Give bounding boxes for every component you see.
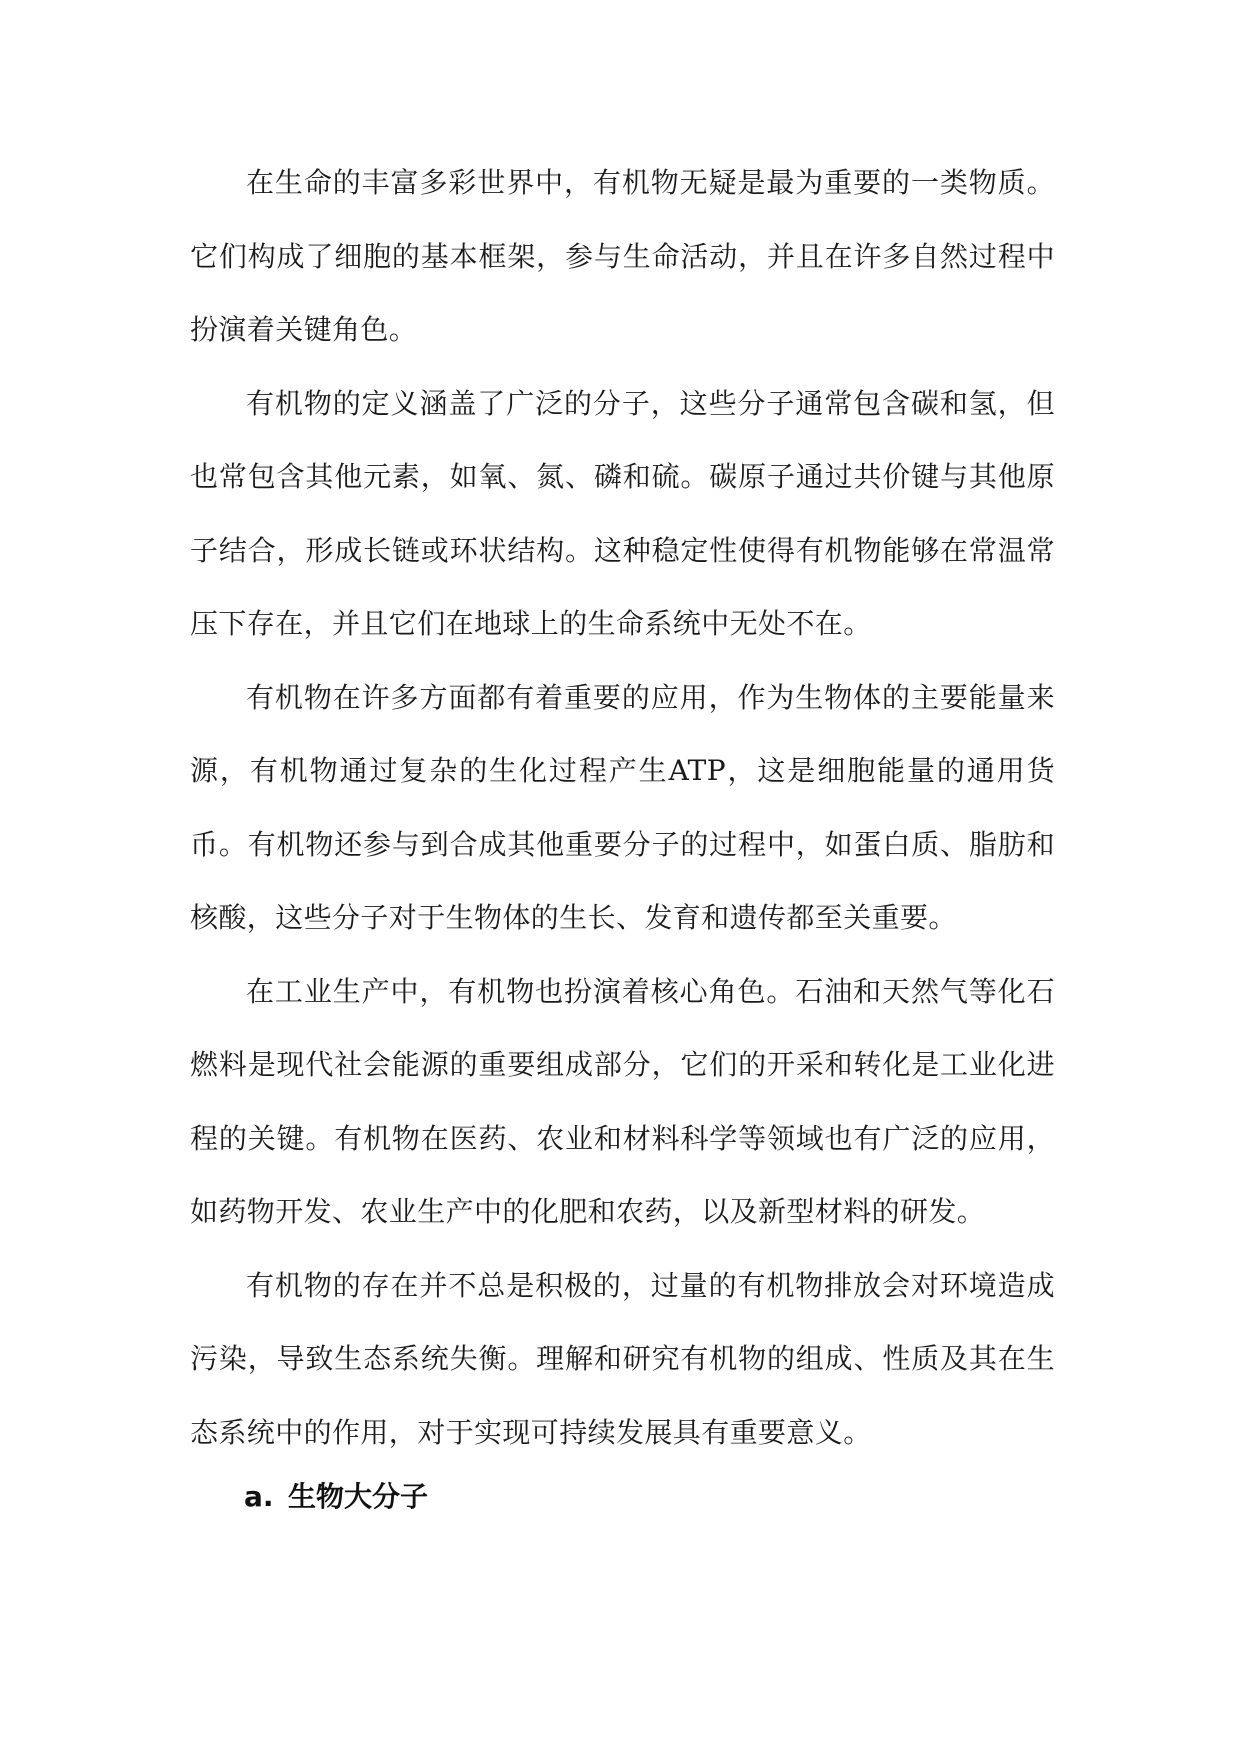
paragraph: 在生命的丰富多彩世界中，有机物无疑是最为重要的一类物质。它们构成了细胞的基本框架，参与生命活动，并且在许多自然过程中扮演着关键角色。 bbox=[190, 166, 1055, 346]
section-heading-text: 生物大分子 bbox=[288, 1480, 429, 1513]
paragraph: 有机物在许多方面都有着重要的应用，作为生物体的主要能量来源，有机物通过复杂的生化过程产生ATP，这是细胞能量的通用货币。有机物还参与到合成其他重要分子的过程中，如蛋白质、脂肪和核酸，这些分子对于生物体的生长、发育和遗传都至关重要。 bbox=[190, 680, 1055, 934]
section-heading bbox=[244, 1477, 428, 1517]
paragraph: 有机物的定义涵盖了广泛的分子，这些分子通常包含碳和氢，但也常包含其他元素，如氧、氮、磷和硫。碳原子通过共价键与其他原子结合，形成长链或环状结构。这种稳定性使得有机物能够在常温常压下存在，并且它们在地球上的生命系统中无处不在。 bbox=[190, 386, 1055, 640]
paragraph: 在工业生产中，有机物也扮演着核心角色。石油和天然气等化石燃料是现代社会能源的重要组成部分，它们的开采和转化是工业化进程的关键。有机物在医药、农业和材料科学等领域也有广泛的应用，如药物开发、农业生产中的化肥和农药，以及新型材料的研发。 bbox=[190, 974, 1055, 1228]
section-heading-marker: a. bbox=[244, 1480, 274, 1513]
paragraph: 有机物的存在并不总是积极的，过量的有机物排放会对环境造成污染，导致生态系统失衡。理解和研究有机物的组成、性质及其在生态系统中的作用，对于实现可持续发展具有重要意义。 bbox=[190, 1268, 1055, 1449]
body-text bbox=[190, 146, 1055, 1469]
